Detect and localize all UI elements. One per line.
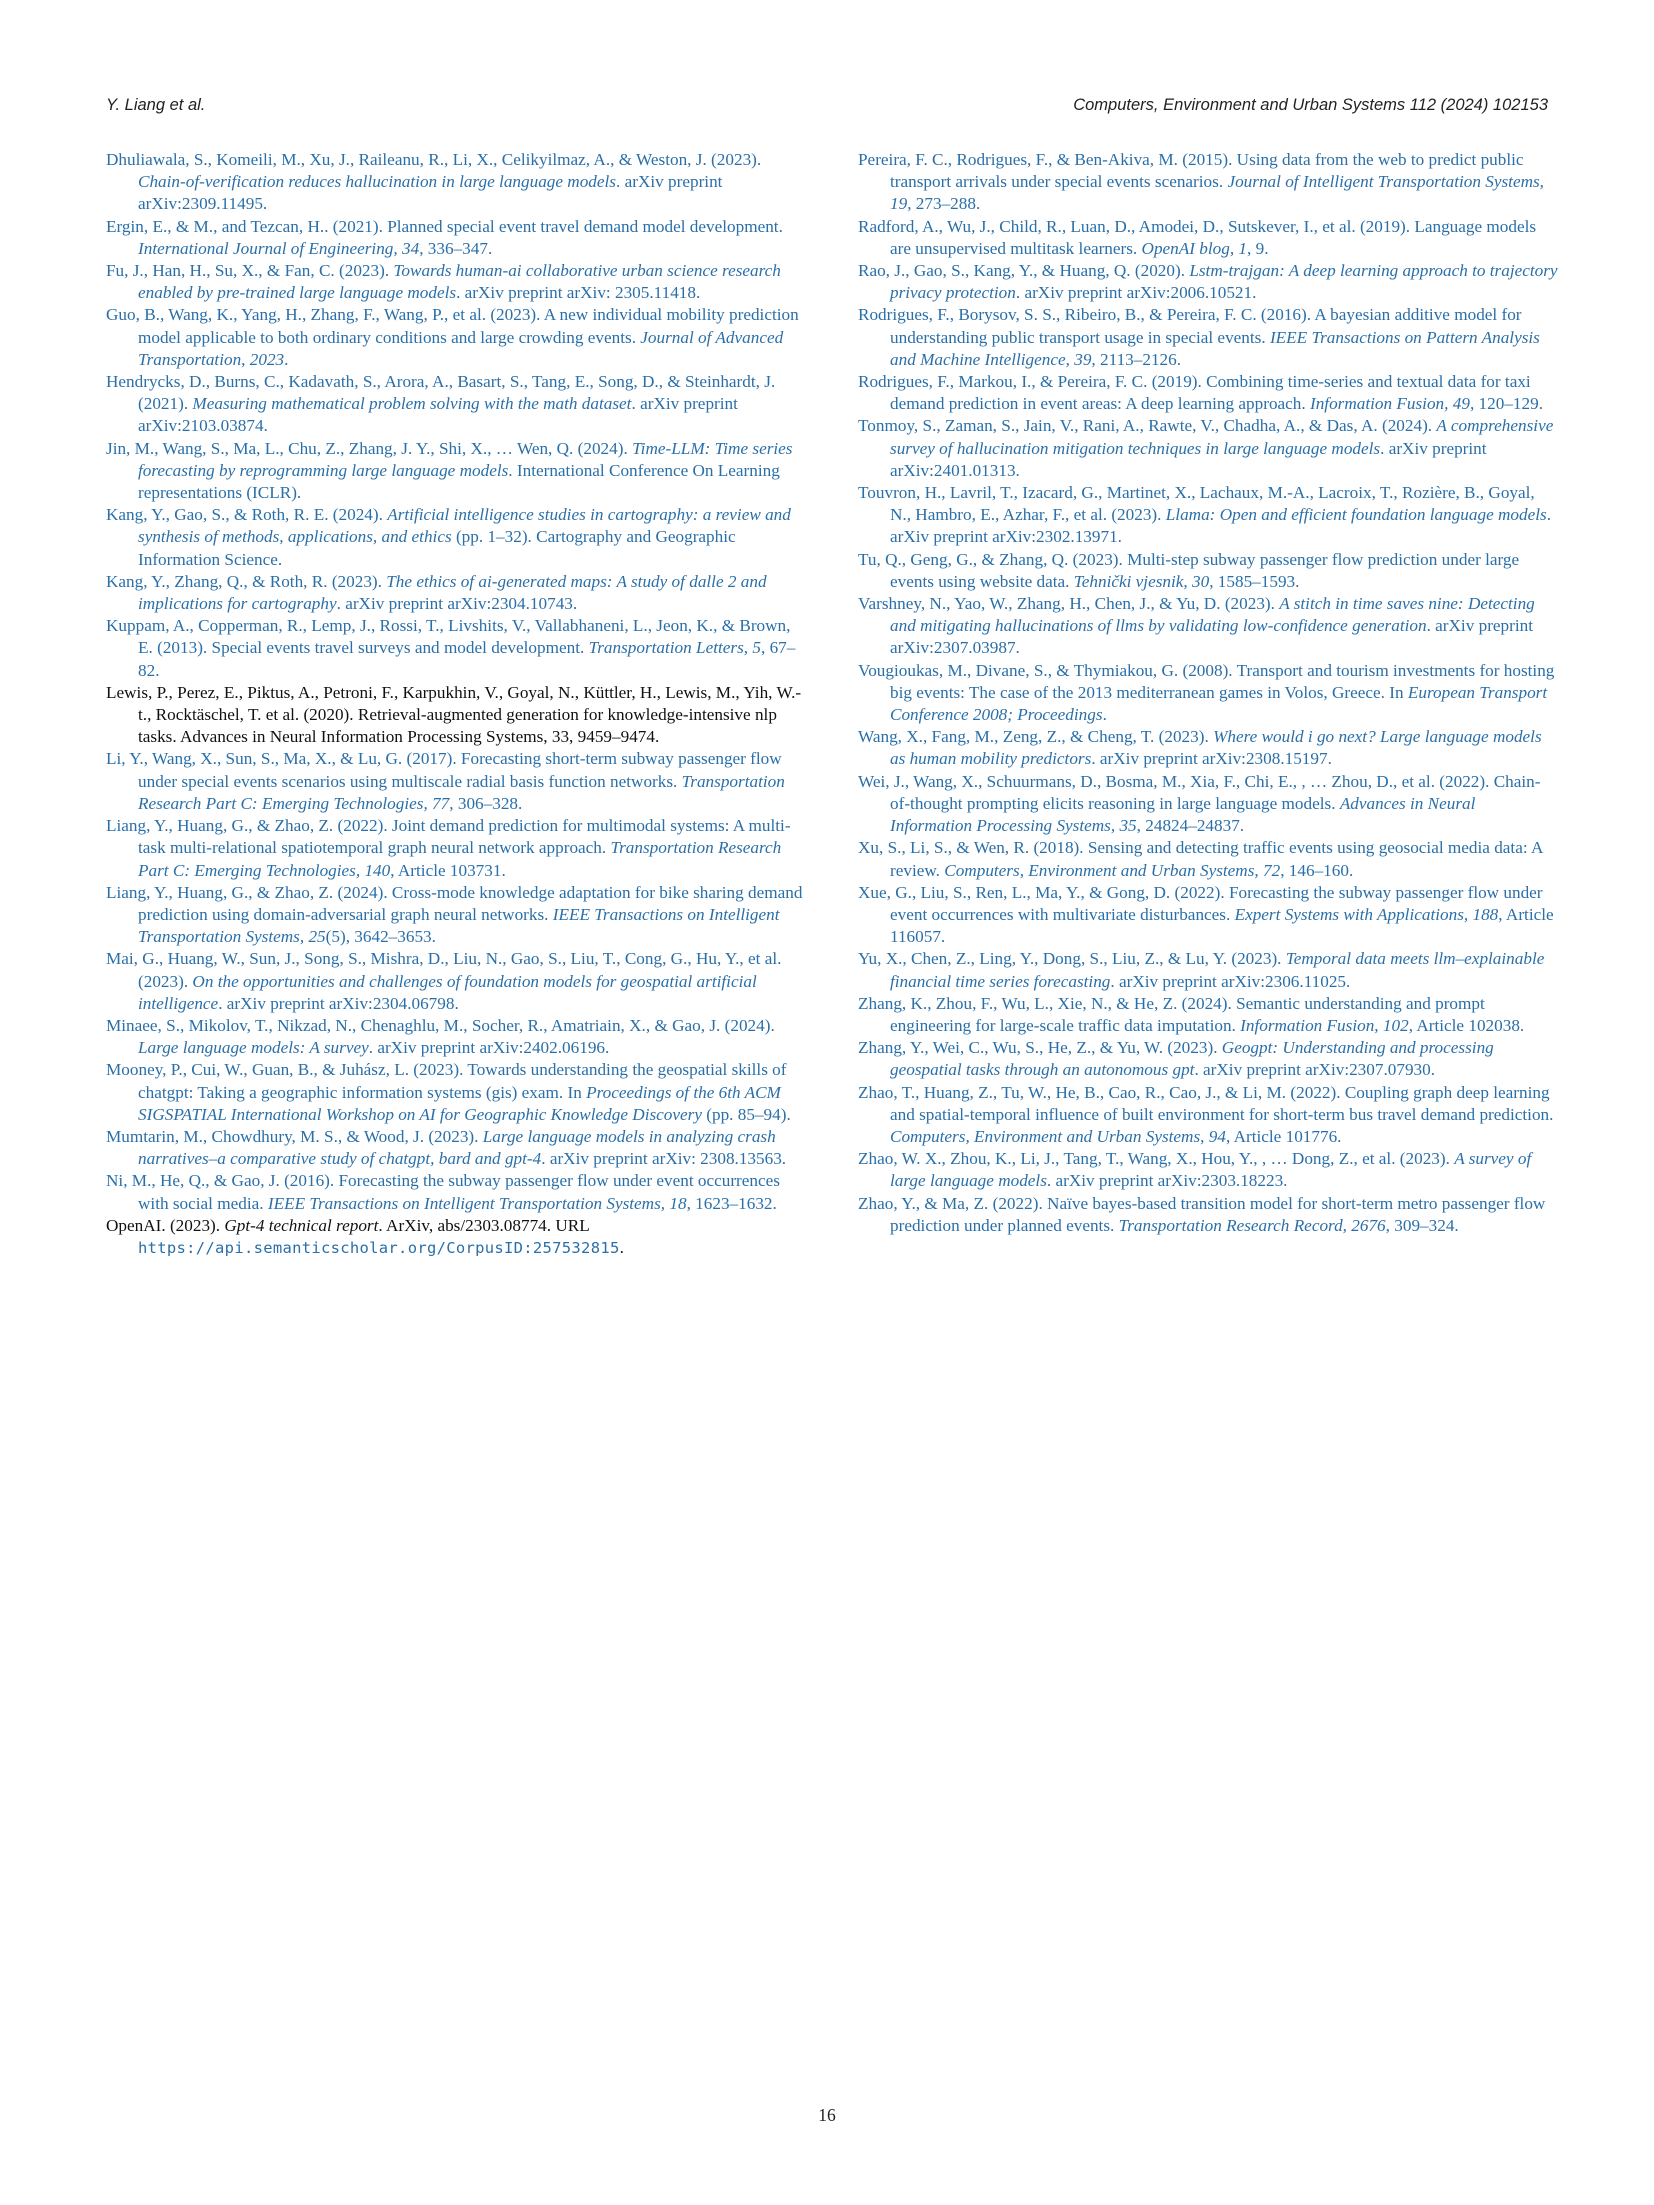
reference-title-italic: Transportation Research Part C: Emerging Technologies, 77 (138, 771, 785, 813)
reference-text: Rao, J., Gao, S., Kang, Y., & Huang, Q. (2020). (858, 261, 1190, 281)
reference-text: Kuppam, A., Copperman, R., Lemp, J., Rossi, T., Livshits, V., Vallabhaneni, L., Jeon, K., & Brown, E. (2013). Special events travel surveys and model development. (106, 616, 791, 658)
reference-title-italic: Large language models in analyzing crash narratives–a comparative study of chatgpt, bard and gpt-4 (138, 1126, 776, 1169)
reference-text: . arXiv preprint arXiv: 2305.11418. (456, 283, 701, 303)
reference-text: Touvron, H., Lavril, T., Izacard, G., Martinet, X., Lachaux, M.-A., Lacroix, T., Rozière, B., Goyal, N., Hambro, E., Azhar, F., et al. (2023). (858, 483, 1535, 525)
reference-entry[interactable] (858, 415, 1558, 482)
reference-title-italic: Temporal data meets llm–explainable financial time series forecasting (890, 949, 1545, 991)
reference-title-italic: Expert Systems with Applications, 188 (1234, 904, 1499, 924)
reference-text: , 1585–1593. (1209, 571, 1300, 591)
reference-text: Rodrigues, F., Markou, I., & Pereira, F. C. (2019). Combining time-series and textual data for taxi demand prediction in event areas: A deep learning approach. (858, 372, 1531, 414)
reference-text: Jin, M., Wang, S., Ma, L., Chu, Z., Zhang, J. Y., Shi, X., … Wen, Q. (2024). (106, 438, 633, 458)
reference-entry[interactable] (858, 549, 1558, 593)
reference-text: . arXiv preprint arXiv:2307.07930. (1194, 1060, 1436, 1080)
reference-title-italic: International Journal of Engineering, 34 (138, 238, 420, 258)
reference-text: (pp. 85–94). (701, 1104, 791, 1124)
reference-text: Ergin, E., & M., and Tezcan, H.. (2021). Planned special event travel demand model development. (106, 216, 783, 236)
reference-text: . arXiv preprint arXiv:2307.03987. (890, 616, 1534, 658)
reference-text: Zhao, Y., & Ma, Z. (2022). Naïve bayes-based transition model for short-term metro passenger flow prediction under planned events. (858, 1193, 1546, 1235)
reference-text: Mumtarin, M., Chowdhury, M. S., & Wood, J. (2023). (106, 1126, 483, 1146)
reference-text: . (1102, 705, 1107, 725)
reference-text: Li, Y., Wang, X., Sun, S., Ma, X., & Lu, G. (2017). Forecasting short-term subway passenger flow under special events scenarios using multiscale radial basis function networks. (106, 749, 782, 791)
reference-title-italic: Advances in Neural Information Processing Systems, 35 (890, 793, 1476, 836)
reference-title-italic: Tehnički vjesnik, 30 (1073, 571, 1210, 591)
reference-title-italic: Journal of Intelligent Transportation Systems, 19 (890, 172, 1544, 214)
reference-title-italic: Large language models: A survey (138, 1038, 369, 1058)
reference-entry[interactable] (106, 260, 806, 304)
reference-entry[interactable] (106, 615, 806, 682)
reference-entry[interactable] (106, 948, 806, 1015)
reference-text: Yu, X., Chen, Z., Ling, Y., Dong, S., Liu, Z., & Lu, Y. (2023). (858, 949, 1286, 969)
reference-entry[interactable] (858, 304, 1558, 371)
reference-text: . arXiv preprint arXiv:2302.13971. (890, 505, 1551, 547)
reference-text: Xue, G., Liu, S., Ren, L., Ma, Y., & Gong, D. (2022). Forecasting the subway passenger flow under event occurrences with multivariate disturbances. (858, 882, 1543, 924)
reference-text: Mai, G., Huang, W., Sun, J., Song, S., Mishra, D., Liu, N., Gao, S., Liu, T., Cong, G., Hu, Y., et al. (2023). (106, 949, 782, 991)
reference-text: Zhao, W. X., Zhou, K., Li, J., Tang, T., Wang, X., Hou, Y., , … Dong, Z., et al. (2023). (858, 1149, 1455, 1169)
reference-title-italic: A survey of large language models (890, 1149, 1532, 1191)
reference-text: Kang, Y., Zhang, Q., & Roth, R. (2023). (106, 571, 387, 591)
reference-text: Vougioukas, M., Divane, S., & Thymiakou, G. (2008). Transport and tourism investments for hosting big events: The case of the 2013 mediterranean games in Volos, Greece. In (858, 660, 1555, 702)
reference-title-italic: Computers, Environment and Urban Systems, 72 (944, 860, 1281, 880)
reference-entry[interactable] (858, 1148, 1558, 1192)
reference-text: Wang, X., Fang, M., Zeng, Z., & Cheng, T. (2023). (858, 727, 1214, 747)
reference-entry[interactable] (106, 1015, 806, 1059)
reference-title-italic: Measuring mathematical problem solving with the math dataset (192, 394, 632, 414)
reference-text: Mooney, P., Cui, W., Guan, B., & Juhász, L. (2023). Towards understanding the geospatial skills of chatgpt: Taking a geographic information systems (gis) exam. In (106, 1060, 787, 1102)
reference-text: . arXiv preprint arXiv:2303.18223. (1046, 1171, 1288, 1191)
reference-entry[interactable] (858, 216, 1558, 260)
page-number: 16 (818, 2105, 836, 2125)
reference-text: , Article 102038. (1408, 1015, 1525, 1035)
reference-title-italic: Gpt-4 technical report (224, 1215, 379, 1235)
reference-text: . arXiv preprint arXiv:2309.11495. (138, 172, 723, 214)
reference-title-italic: Transportation Research Record, 2676 (1118, 1215, 1386, 1235)
reference-text: Tu, Q., Geng, G., & Zhang, Q. (2023). Multi-step subway passenger flow prediction under large events using website data. (858, 549, 1520, 591)
reference-title-italic: OpenAI blog, 1 (1141, 238, 1248, 258)
reference-text: Liang, Y., Huang, G., & Zhao, Z. (2024). Cross-mode knowledge adaptation for bike sharing demand prediction using domain-adversarial graph neural networks. (106, 882, 803, 924)
reference-text: . arXiv preprint arXiv:2402.06196. (368, 1038, 610, 1058)
reference-entry[interactable] (106, 438, 806, 505)
reference-text: . arXiv preprint arXiv:2006.10521. (1015, 283, 1257, 303)
reference-text: Tonmoy, S., Zaman, S., Jain, V., Rani, A., Rawte, V., Chadha, A., & Das, A. (2024). (858, 416, 1437, 436)
reference-text: , 146–160. (1280, 860, 1354, 880)
reference-title-italic: European Transport Conference 2008; Proceedings (890, 682, 1548, 725)
header-author: Y. Liang et al. (106, 96, 206, 114)
reference-title-italic: Time-LLM: Time series forecasting by reprogramming large language models (138, 438, 793, 480)
reference-text: Xu, S., Li, S., & Wen, R. (2018). Sensing and detecting traffic events using geosocial media data: A review. (858, 838, 1543, 880)
reference-entry (106, 682, 806, 749)
reference-text: Varshney, N., Yao, W., Zhang, H., Chen, J., & Yu, D. (2023). (858, 594, 1280, 614)
reference-url[interactable]: https://api.semanticscholar.org/CorpusID:257532815 (138, 1238, 620, 1257)
reference-title-italic: Journal of Advanced Transportation, 2023 (138, 327, 784, 369)
reference-text: . arXiv preprint arXiv: 2308.13563. (541, 1149, 787, 1169)
reference-entry[interactable] (106, 815, 806, 882)
reference-title-italic: Information Fusion, 102 (1240, 1015, 1409, 1035)
reference-title-italic: IEEE Transactions on Intelligent Transportation Systems, 25 (138, 904, 780, 947)
reference-text: , 67–82. (138, 638, 796, 680)
reference-text: . arXiv preprint arXiv:2306.11025. (1110, 971, 1351, 991)
reference-text: Lewis, P., Perez, E., Piktus, A., Petroni, F., Karpukhin, V., Goyal, N., Küttler, H., Lewis, M., Yih, W.-t., Rocktäschel, T. et al. (2020). Retrieval-augmented generation for knowledge-intensive nlp tasks. Advances in Neural Information Processing Systems, 33, 9459–9474. (106, 682, 802, 747)
reference-text: Rodrigues, F., Borysov, S. S., Ribeiro, B., & Pereira, F. C. (2016). A bayesian additive model for understanding public transport usage in special events. (858, 305, 1522, 347)
reference-entry[interactable] (858, 371, 1558, 415)
reference-entry[interactable] (858, 993, 1558, 1037)
reference-text: , 306–328. (449, 793, 523, 813)
reference-text: , 2113–2126. (1091, 349, 1182, 369)
reference-title-italic: IEEE Transactions on Intelligent Transportation Systems, 18 (267, 1193, 687, 1213)
reference-text: (5), 3642–3653. (325, 927, 436, 947)
reference-column-right (858, 149, 1558, 1237)
reference-title-italic: Chain-of-verification reduces hallucination in large language models (138, 172, 616, 192)
reference-entry[interactable] (858, 149, 1558, 216)
reference-text: Radford, A., Wu, J., Child, R., Luan, D., Amodei, D., Sutskever, I., et al. (2019). Language models are unsupervised multitask learners. (858, 216, 1537, 258)
reference-text: , 273–288. (907, 194, 981, 214)
reference-text: Kang, Y., Gao, S., & Roth, R. E. (2024). (106, 505, 388, 525)
reference-text: . (284, 349, 289, 369)
reference-text: Ni, M., He, Q., & Gao, J. (2016). Forecasting the subway passenger flow under event occurrences with social media. (106, 1171, 780, 1213)
reference-text: (pp. 1–32). Cartography and Geographic Information Science. (138, 527, 736, 569)
reference-text: . (619, 1237, 624, 1257)
reference-title-italic: Proceedings of the 6th ACM SIGSPATIAL International Workshop on AI for Geographic Knowledge Discovery (138, 1082, 781, 1124)
reference-entry[interactable] (106, 504, 806, 571)
reference-entry[interactable] (106, 216, 806, 260)
reference-text: . arXiv preprint arXiv:2401.01313. (890, 438, 1487, 480)
reference-text: Zhang, Y., Wei, C., Wu, S., He, Z., & Yu, W. (2023). (858, 1038, 1222, 1058)
reference-entry[interactable] (106, 571, 806, 615)
reference-text: , 309–324. (1385, 1215, 1459, 1235)
reference-title-italic: Towards human-ai collaborative urban science research enabled by pre-trained large language models (138, 261, 781, 303)
reference-text: , Article 116057. (890, 904, 1554, 947)
reference-entry[interactable] (858, 593, 1558, 660)
reference-text: , 1623–1632. (686, 1193, 777, 1213)
reference-text: , Article 101776. (1225, 1126, 1342, 1146)
reference-column-left (106, 149, 806, 1259)
reference-entry[interactable] (858, 771, 1558, 838)
reference-title-italic: On the opportunities and challenges of foundation models for geospatial artificial intelligence (138, 971, 757, 1013)
reference-entry[interactable] (858, 1193, 1558, 1237)
reference-text: Fu, J., Han, H., Su, X., & Fan, C. (2023). (106, 261, 394, 281)
reference-text: Liang, Y., Huang, G., & Zhao, Z. (2022). Joint demand prediction for multimodal systems: A multi-task multi-relational spatiotemporal graph neural network approach. (106, 816, 791, 858)
reference-text: Minaee, S., Mikolov, T., Nikzad, N., Chenaghlu, M., Socher, R., Amatriain, X., & Gao, J. (2024). (106, 1015, 775, 1035)
reference-entry[interactable] (106, 1126, 806, 1170)
reference-text: , Article 103731. (390, 860, 506, 880)
reference-title-italic: Artificial intelligence studies in cartography: a review and synthesis of methods, applications, and ethics (138, 505, 791, 547)
reference-title-italic: Where would i go next? Large language models as human mobility predictors (890, 727, 1542, 769)
reference-text: . arXiv preprint arXiv:2304.10743. (336, 594, 578, 614)
reference-title-italic: Geogpt: Understanding and processing geospatial tasks through an autonomous gpt (890, 1038, 1494, 1080)
reference-title-italic: Lstm-trajgan: A deep learning approach to trajectory privacy protection (890, 261, 1558, 303)
reference-title-italic: Transportation Research Part C: Emerging Technologies, 140 (138, 838, 782, 880)
reference-title-italic: Computers, Environment and Urban Systems, 94 (890, 1126, 1226, 1146)
reference-title-italic: A stitch in time saves nine: Detecting and mitigating hallucinations of llms by validating low-confidence generation (890, 594, 1535, 636)
reference-title-italic: The ethics of ai-generated maps: A study of dalle 2 and implications for cartography (138, 571, 767, 614)
reference-entry[interactable] (858, 1037, 1558, 1081)
reference-text: . arXiv preprint arXiv:2103.03874. (138, 394, 738, 436)
reference-text: , 24824–24837. (1136, 816, 1245, 836)
running-header (106, 96, 1548, 122)
reference-text: Guo, B., Wang, K., Yang, H., Zhang, F., Wang, P., et al. (2023). A new individual mobility prediction model applicable to both ordinary conditions and large crowding events. (106, 305, 799, 347)
reference-entry[interactable] (106, 1170, 806, 1214)
reference-title-italic: Transportation Letters, 5 (588, 638, 761, 658)
reference-text: , 336–347. (419, 238, 493, 258)
reference-text: Pereira, F. C., Rodrigues, F., & Ben-Akiva, M. (2015). Using data from the web to predict public transport arrivals under special events scenarios. (858, 150, 1524, 192)
reference-entry (106, 1215, 806, 1259)
reference-text: . arXiv preprint arXiv:2304.06798. (218, 993, 459, 1013)
reference-title-italic: Information Fusion, 49 (1309, 394, 1470, 414)
reference-entry[interactable] (858, 882, 1558, 949)
reference-entry[interactable] (858, 660, 1558, 727)
reference-text: Zhang, K., Zhou, F., Wu, L., Xie, N., & He, Z. (2024). Semantic understanding and prompt engineering for large-scale traffic data imputation. (858, 993, 1485, 1035)
reference-entry[interactable] (858, 726, 1558, 770)
reference-title-italic: IEEE Transactions on Pattern Analysis and Machine Intelligence, 39 (890, 327, 1540, 369)
reference-text: Hendrycks, D., Burns, C., Kadavath, S., Arora, A., Basart, S., Tang, E., Song, D., & Steinhardt, J. (2021). (106, 372, 776, 414)
reference-text: Wei, J., Wang, X., Schuurmans, D., Bosma, M., Xia, F., Chi, E., , … Zhou, D., et al. (2022). Chain-of-thought prompting elicits reasoning in large language models. (858, 771, 1541, 813)
reference-text: Zhao, T., Huang, Z., Tu, W., He, B., Cao, R., Cao, J., & Li, M. (2022). Coupling graph deep learning and spatial-temporal influence of built environment for short-term bus travel demand prediction. (858, 1082, 1554, 1124)
header-journal: Computers, Environment and Urban Systems 112 (2024) 102153 (1073, 96, 1548, 114)
reference-entry[interactable] (858, 948, 1558, 992)
reference-entry[interactable] (858, 837, 1558, 881)
reference-entry[interactable] (858, 1082, 1558, 1149)
reference-entry[interactable] (106, 371, 806, 438)
reference-entry[interactable] (106, 748, 806, 815)
reference-text: , 9. (1247, 238, 1269, 258)
reference-text: . arXiv preprint arXiv:2308.15197. (1091, 749, 1332, 769)
reference-text: Dhuliawala, S., Komeili, M., Xu, J., Raileanu, R., Li, X., Celikyilmaz, A., & Weston, J. (2023). (106, 150, 762, 169)
reference-text: . International Conference On Learning representations (ICLR). (138, 460, 780, 503)
reference-text: , 120–129. (1469, 394, 1543, 414)
reference-text: OpenAI. (2023). (106, 1215, 225, 1235)
reference-entry[interactable] (106, 149, 806, 216)
reference-entry[interactable] (106, 304, 806, 371)
reference-entry[interactable] (858, 482, 1558, 549)
reference-entry[interactable] (858, 260, 1558, 304)
reference-text: . ArXiv, abs/2303.08774. URL (378, 1215, 590, 1235)
reference-title-italic: A comprehensive survey of hallucination mitigation techniques in large language models (890, 416, 1554, 458)
reference-entry[interactable] (106, 882, 806, 949)
reference-entry[interactable] (106, 1059, 806, 1126)
reference-title-italic: Llama: Open and efficient foundation language models (1165, 505, 1547, 525)
